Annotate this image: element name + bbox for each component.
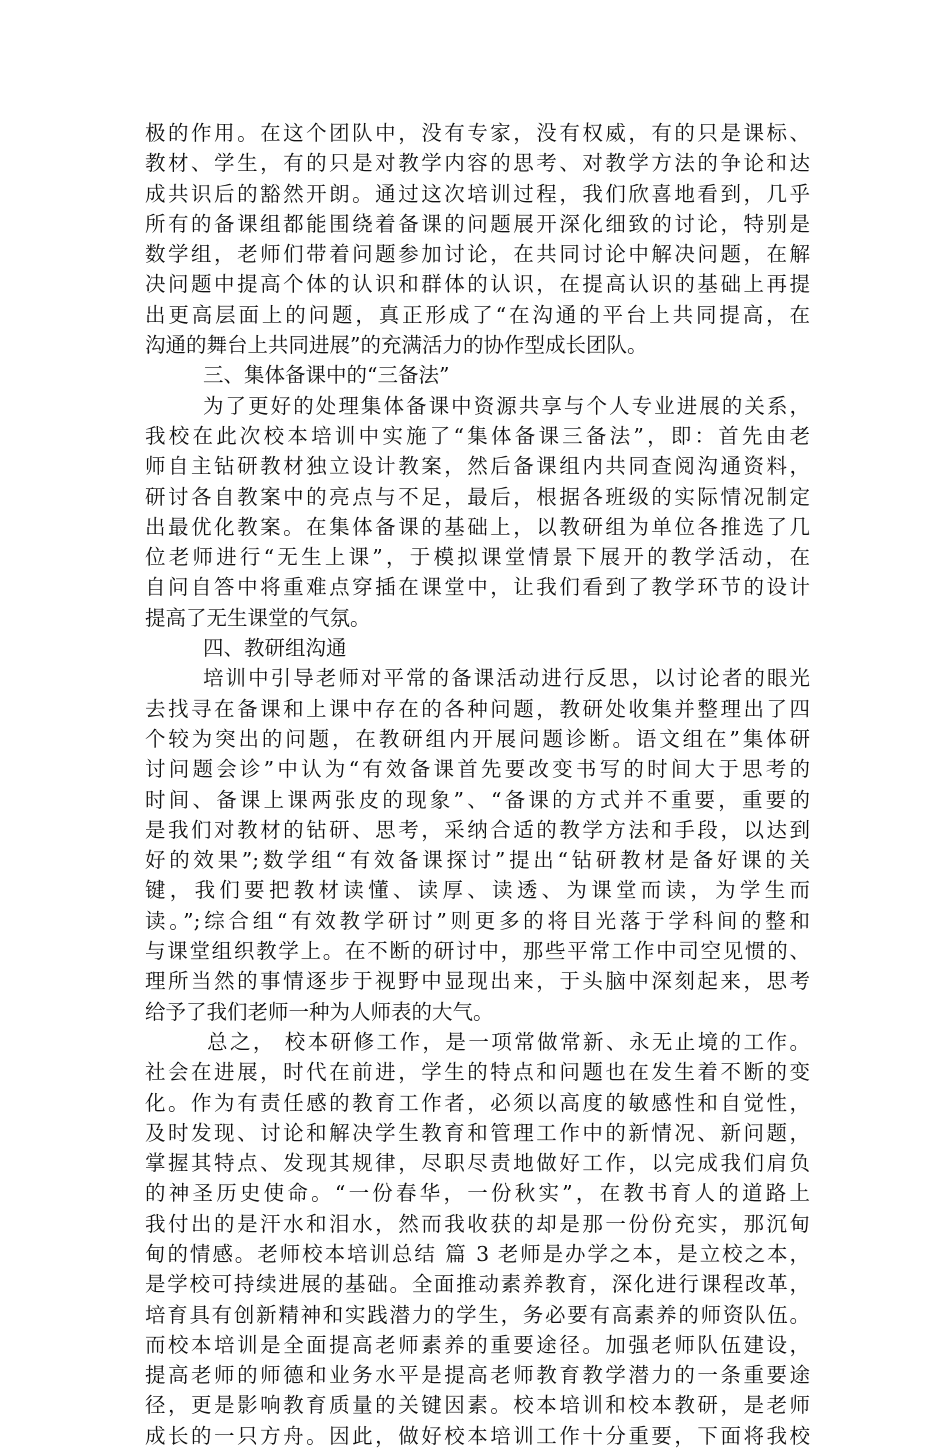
body-text-line: 沟通的舞台上共同进展”的充满活力的协作型成长团队。 [145, 333, 648, 358]
body-text-line: 是学校可持续进展的基础。全面推动素养教育，深化进行课程改革， [145, 1272, 810, 1297]
body-text-line: 研讨各自教案中的亮点与不足，最后，根据各班级的实际情况制定 [145, 484, 810, 509]
body-text-line: 讨问题会诊”中认为“有效备课首先要改变书写的时间大于思考的 [145, 757, 810, 782]
body-text-line: 所有的备课组都能围绕着备课的问题展开深化细致的讨论，特别是 [145, 211, 810, 236]
body-text-line: 为了更好的处理集体备课中资源共享与个人专业进展的关系， [203, 393, 810, 418]
body-text-line: 社会在进展，时代在前进，学生的特点和问题也在发生着不断的变 [145, 1060, 810, 1085]
body-text-line: 决问题中提高个体的认识和群体的认识，在提高认识的基础上再提 [145, 272, 810, 297]
body-text-line: 位老师进行“无生上课”，于模拟课堂情景下展开的教学活动，在 [145, 545, 810, 570]
body-text-line: 培育具有创新精神和实践潜力的学生，务必要有高素养的师资队伍。 [145, 1302, 810, 1327]
body-text-line: 径，更是影响教育质量的关键因素。校本培训和校本教研，是老师 [145, 1393, 810, 1418]
body-text-line: 甸的情感。老师校本培训总结 篇 3 老师是办学之本，是立校之本， [145, 1241, 810, 1266]
body-text-line: 及时发现、讨论和解决学生教育和管理工作中的新情况、新问题， [145, 1120, 810, 1145]
body-text-line: 提高老师的师德和业务水平是提高老师教育教学潜力的一条重要途 [145, 1363, 810, 1388]
body-text-line: 出最优化教案。在集体备课的基础上，以教研组为单位各推选了几 [145, 514, 810, 539]
body-text-line: 时间、备课上课两张皮的现象”、“备课的方式并不重要，重要的 [145, 787, 810, 812]
body-text-line: 我校在此次校本培训中实施了“集体备课三备法”，即：首先由老 [145, 423, 810, 448]
body-text-line: 给予了我们老师一种为人师表的大气。 [145, 999, 494, 1024]
body-text-line: 理所当然的事情逐步于视野中显现出来，于头脑中深刻起来，思考 [145, 969, 810, 994]
body-text-line: 出更高层面上的问题，真正形成了“在沟通的平台上共同提高，在 [145, 302, 810, 327]
body-text-line: 师自主钻研教材独立设计教案，然后备课组内共同查阅沟通资料， [145, 454, 810, 479]
body-text-line: 提高了无生课堂的气氛。 [145, 605, 371, 630]
body-text-line: 成长的一只方舟。因此，做好校本培训工作十分重要，下面将我校 [145, 1423, 810, 1448]
body-text-line: 的神圣历史使命。“一份春华，一份秋实”，在教书育人的道路上 [145, 1181, 810, 1206]
body-text-line: 是我们对教材的钻研、思考，采纳合适的教学方法和手段，以达到 [145, 817, 810, 842]
body-text-line: 培训中引导老师对平常的备课活动进行反思，以讨论者的眼光 [203, 666, 810, 691]
body-text-line: 成共识后的豁然开朗。通过这次培训过程，我们欣喜地看到，几乎 [145, 181, 810, 206]
body-text-line: 好的效果”;数学组“有效备课探讨”提出“钻研教材是备好课的关 [145, 848, 810, 873]
section-heading: 三、集体备课中的“三备法” [203, 363, 450, 388]
body-text-line: 读。”;综合组“有效教学研讨”则更多的将目光落于学科间的整和 [145, 908, 810, 933]
body-text-line: 个较为突出的问题，在教研组内开展问题诊断。语文组在”集体研 [145, 726, 810, 751]
body-text-line: 教材、学生，有的只是对教学内容的思考、对教学方法的争论和达 [145, 151, 810, 176]
body-text-line: 总之， 校本研修工作，是一项常做常新、永无止境的工作。 [207, 1029, 810, 1054]
body-text-line: 我付出的是汗水和泪水，然而我收获的却是那一份份充实，那沉甸 [145, 1211, 810, 1236]
body-text-line: 掌握其特点、发现其规律，尽职尽责地做好工作，以完成我们肩负 [145, 1151, 810, 1176]
body-text-line: 去找寻在备课和上课中存在的各种问题，教研处收集并整理出了四 [145, 696, 810, 721]
section-heading: 四、教研组沟通 [203, 636, 347, 661]
body-text-line: 化。作为有责任感的教育工作者，必须以高度的敏感性和自觉性， [145, 1090, 810, 1115]
body-text-line: 数学组，老师们带着问题参加讨论，在共同讨论中解决问题，在解 [145, 242, 810, 267]
body-text-line: 而校本培训是全面提高老师素养的重要途径。加强老师队伍建设， [145, 1332, 810, 1357]
body-text-line: 键，我们要把教材读懂、读厚、读透、为课堂而读，为学生而 [145, 878, 810, 903]
document-page [145, 118, 810, 1451]
body-text-line: 自问自答中将重难点穿插在课堂中，让我们看到了教学环节的设计 [145, 575, 810, 600]
body-text-line: 与课堂组织教学上。在不断的研讨中，那些平常工作中司空见惯的、 [145, 939, 810, 964]
body-text-line: 极的作用。在这个团队中，没有专家，没有权威，有的只是课标、 [145, 121, 810, 145]
